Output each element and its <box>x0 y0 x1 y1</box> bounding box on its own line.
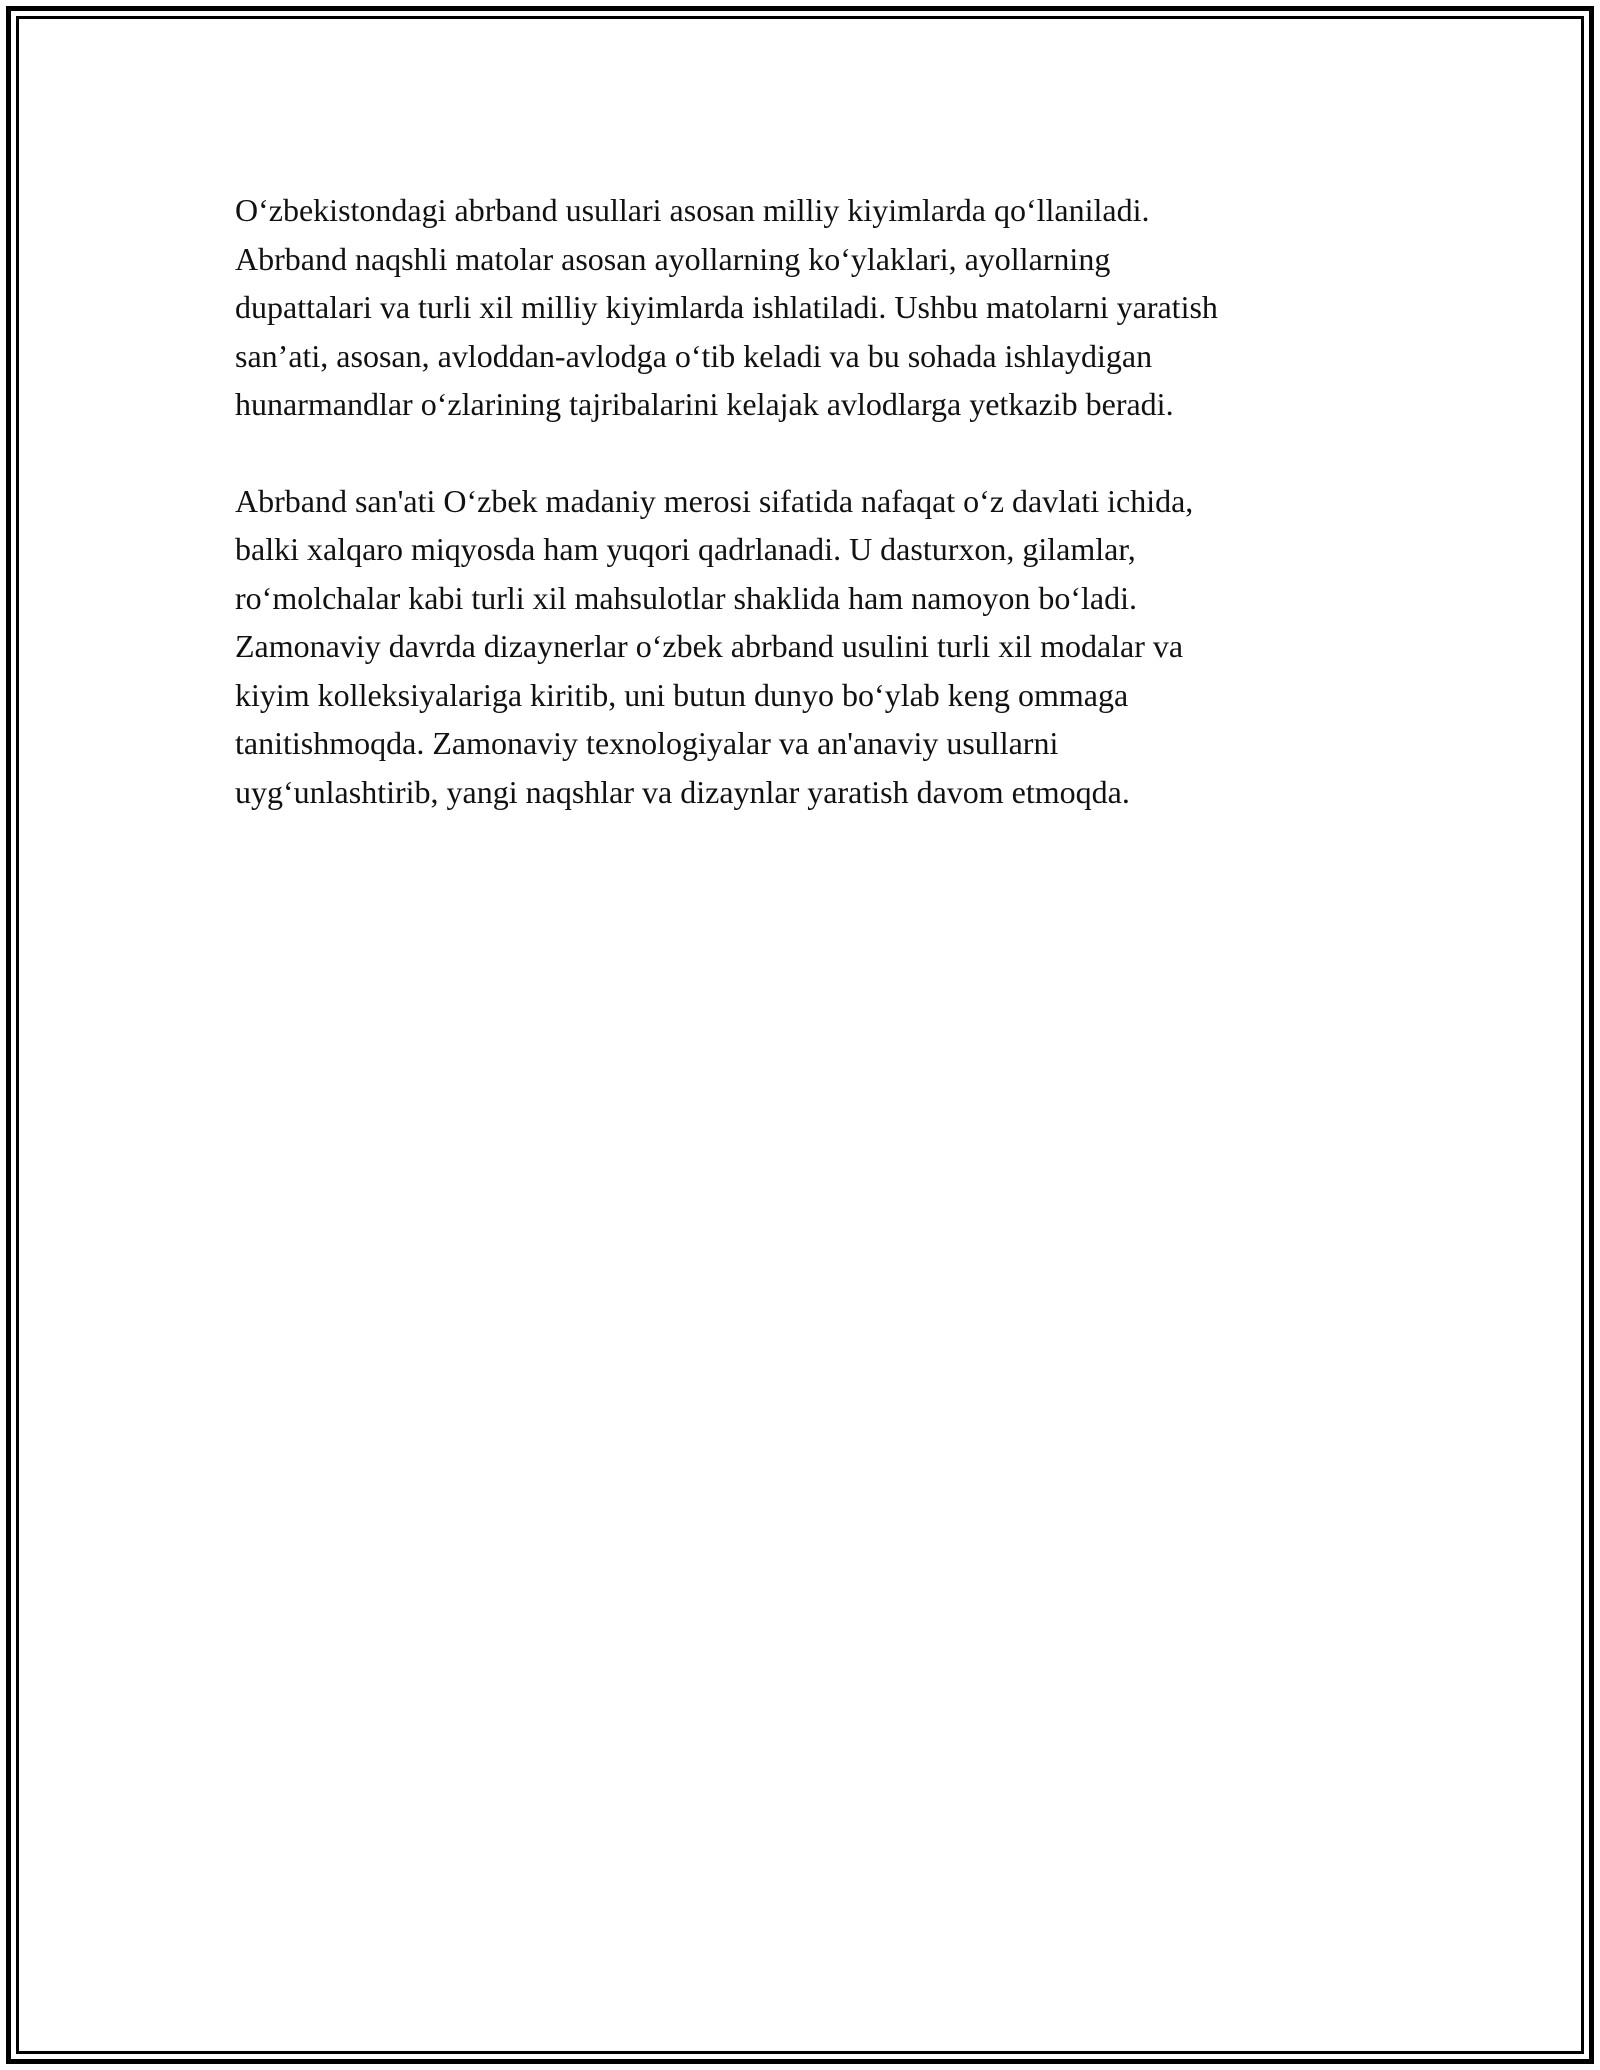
text-line: Zamonaviy davrda dizaynerlar o‘zbek abrband usulini turli xil modalar va <box>235 628 1184 664</box>
paragraph-2 <box>235 477 1375 817</box>
text-line: Abrband san'ati O‘zbek madaniy merosi sifatida nafaqat o‘z davlati ichida, <box>235 482 1194 519</box>
text-line: O‘zbekistondagi abrband usullari asosan milliy kiyimlarda qo‘llaniladi. <box>235 192 1150 228</box>
text-line: Abrband naqshli matolar asosan ayollarning ko‘ylaklari, ayollarning <box>235 240 1111 277</box>
text-line: kiyim kolleksiyalariga kiritib, uni butun dunyo bo‘ylab keng ommaga <box>235 676 1129 713</box>
text-line: uyg‘unlashtirib, yangi naqshlar va dizaynlar yaratish davom etmoqda. <box>235 773 1130 810</box>
paragraph-1 <box>235 186 1375 429</box>
text-line: san’ati, asosan, avloddan-avlodga o‘tib keladi va bu sohada ishlaydigan <box>235 337 1153 374</box>
text-line: balki xalqaro miqyosda ham yuqori qadrlanadi. U dasturxon, gilamlar, <box>235 531 1136 567</box>
text-line: tanitishmoqda. Zamonaviy texnologiyalar va an'anaviy usullarni <box>235 725 1059 761</box>
document-body <box>235 186 1375 816</box>
text-line: dupattalari va turli xil milliy kiyimlarda ishlatiladi. Ushbu matolarni yaratish <box>235 289 1218 325</box>
text-line: hunarmandlar o‘zlarining tajribalarini kelajak avlodlarga yetkazib beradi. <box>235 386 1174 422</box>
text-line: ro‘molchalar kabi turli xil mahsulotlar shaklida ham namoyon bo‘ladi. <box>235 579 1137 616</box>
